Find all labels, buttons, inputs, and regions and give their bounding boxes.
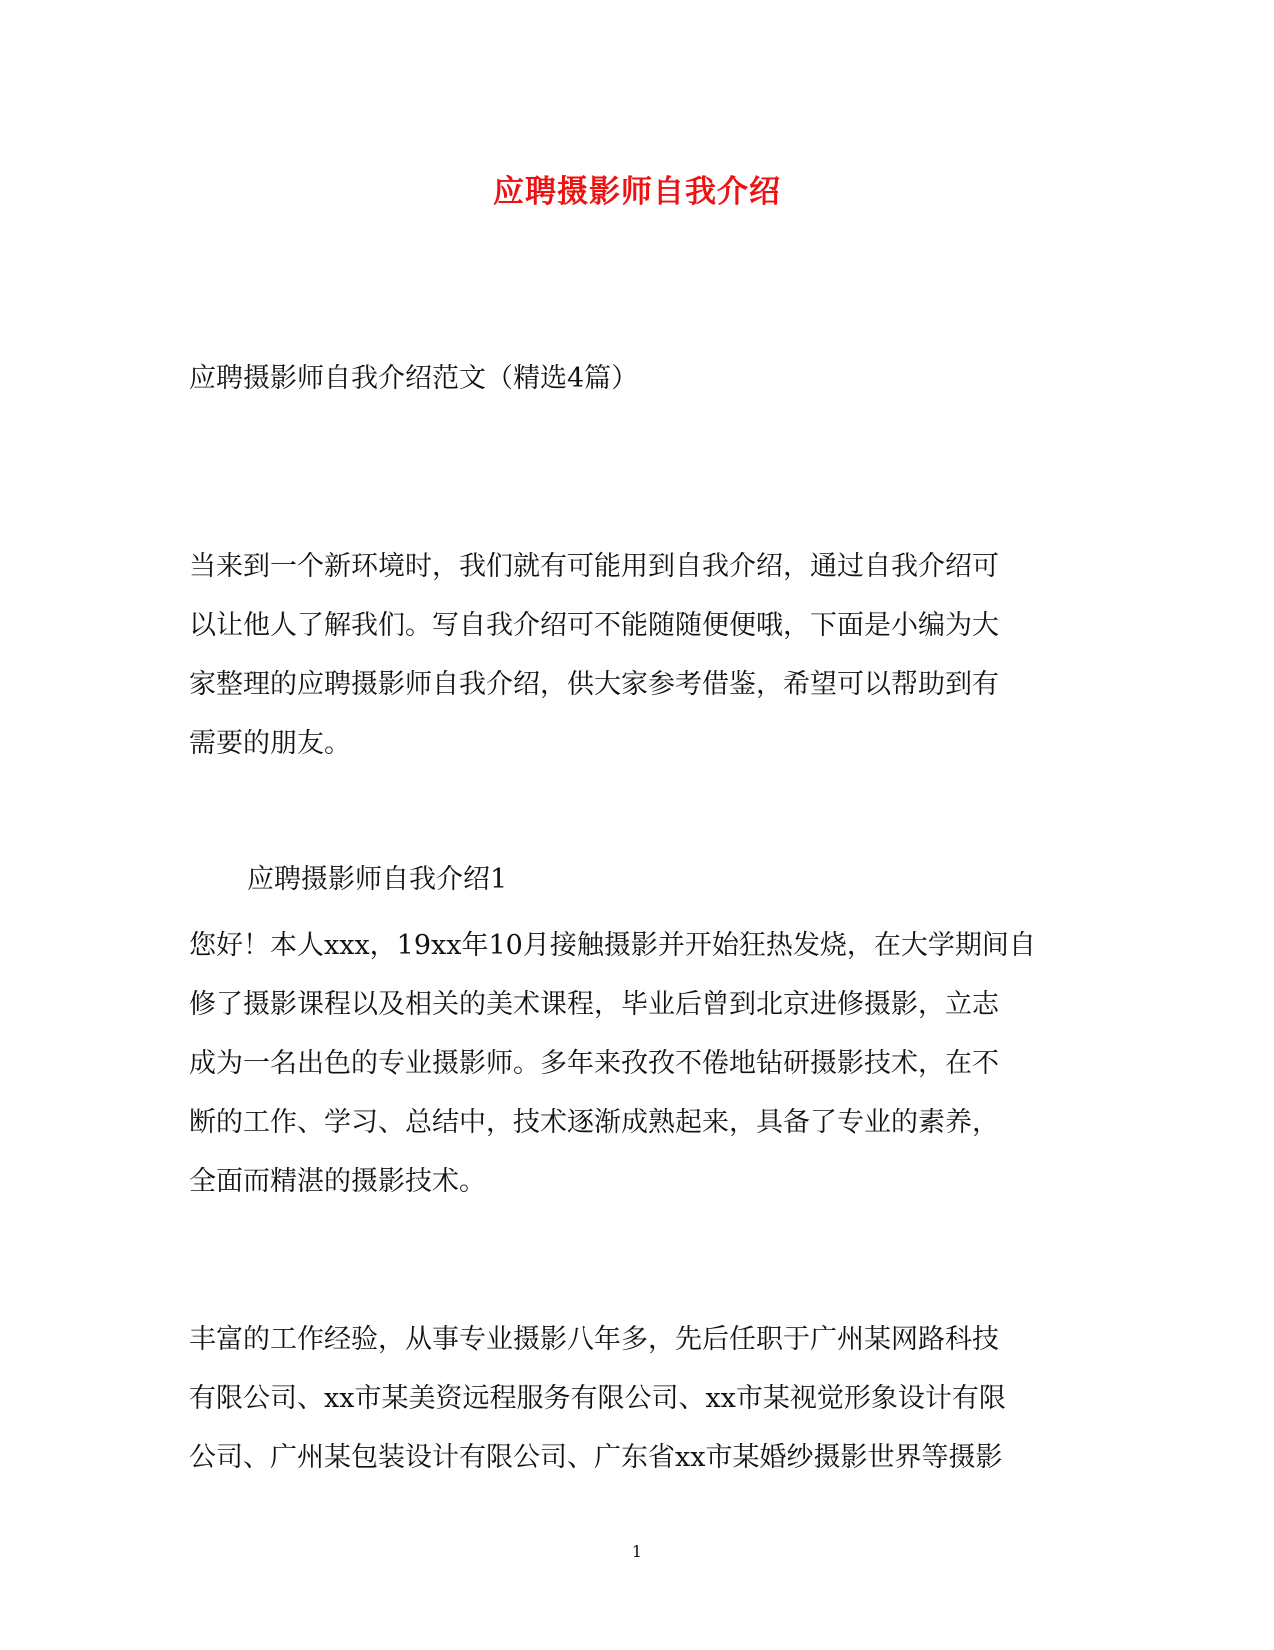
paragraph-line: 成为一名出色的专业摄影师。多年来孜孜不倦地钻研摄影技术，在不 [189, 1048, 999, 1079]
intro-paragraph [189, 537, 1089, 773]
section-heading-text: 应聘摄影师自我介绍1 [247, 864, 508, 895]
paragraph-line: 公司、广州某包装设计有限公司、广东省xx市某婚纱摄影世界等摄影 [189, 1442, 1003, 1473]
intro-line: 以让他人了解我们。写自我介绍可不能随随便便哦，下面是小编为大 [189, 610, 999, 641]
paragraph-line: 修了摄影课程以及相关的美术课程，毕业后曾到北京进修摄影，立志 [189, 989, 999, 1020]
paragraph-2 [189, 1310, 1089, 1487]
subtitle-text: 应聘摄影师自我介绍范文（精选4篇） [189, 363, 639, 394]
section-heading [247, 850, 1147, 909]
intro-line: 当来到一个新环境时，我们就有可能用到自我介绍，通过自我介绍可 [189, 551, 999, 582]
document-title: 应聘摄影师自我介绍 [493, 174, 781, 210]
paragraph-line: 有限公司、xx市某美资远程服务有限公司、xx市某视觉形象设计有限 [189, 1383, 1006, 1414]
paragraph-line: 断的工作、学习、总结中，技术逐渐成熟起来，具备了专业的素养， [189, 1107, 999, 1138]
document-subtitle [189, 349, 1089, 408]
paragraph-line: 丰富的工作经验，从事专业摄影八年多，先后任职于广州某网路科技 [189, 1324, 999, 1355]
intro-line: 家整理的应聘摄影师自我介绍，供大家参考借鉴，希望可以帮助到有 [189, 669, 999, 700]
intro-line: 需要的朋友。 [189, 728, 351, 759]
paragraph-1 [189, 916, 1089, 1211]
page-number: 1 [631, 1542, 643, 1561]
paragraph-line: 您好！本人xxx，19xx年10月接触摄影并开始狂热发烧，在大学期间自 [189, 930, 1036, 961]
paragraph-line: 全面而精湛的摄影技术。 [189, 1166, 486, 1197]
